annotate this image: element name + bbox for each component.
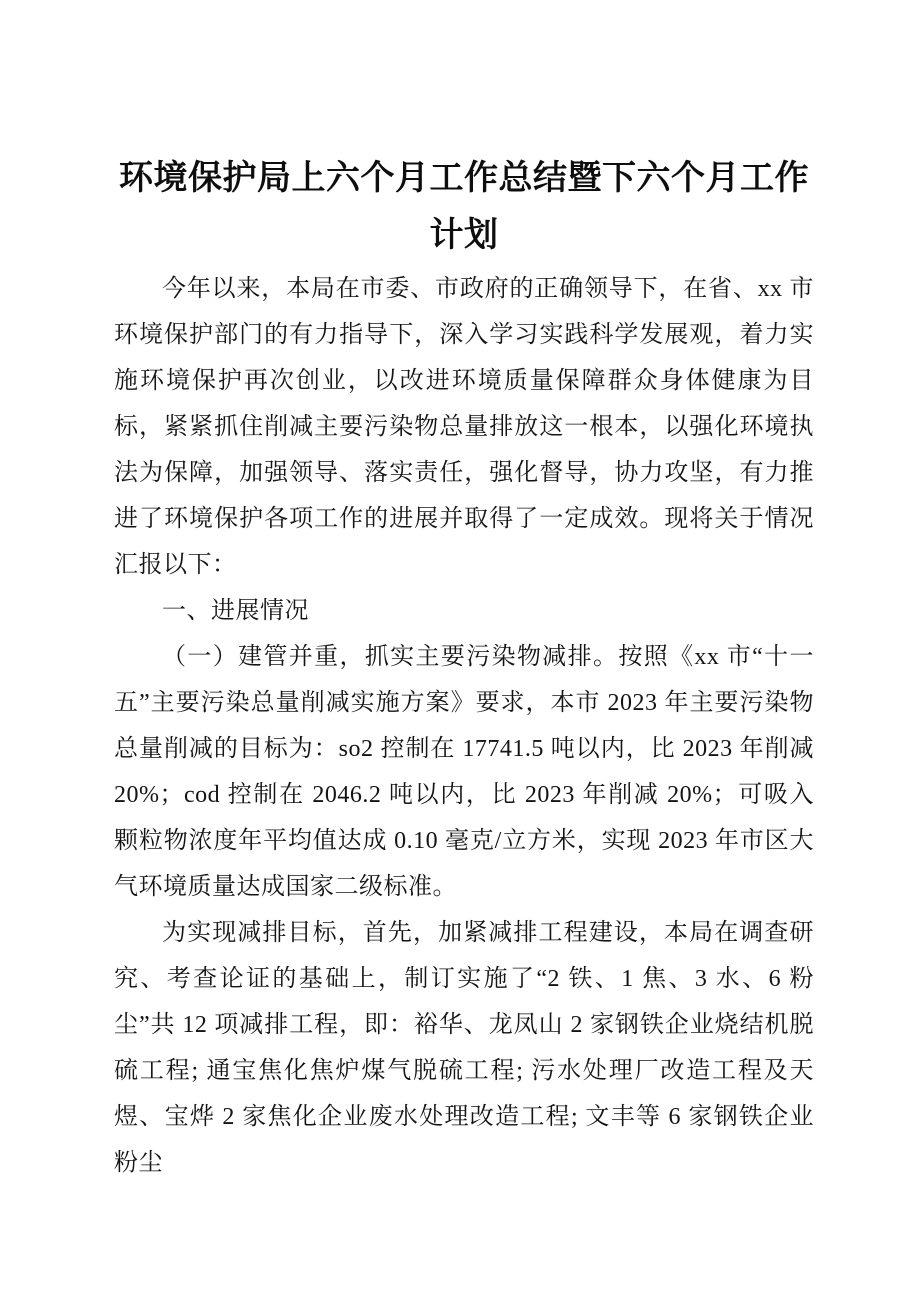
paragraph-emission-targets: （一）建管并重，抓实主要污染物减排。按照《xx 市“十一五”主要污染总量削减实施方案》要求，本市 2023 年主要污染物总量削减的目标为：so2 控制在 17741.5 吨以内，比 2023 年削减 20%；cod 控制在 2046.2 吨以内，比 2023 年削减 20%；可吸入颗粒物浓度年平均值达成 0.10 毫克/立方米，实现 2023 年市区大气环境质量达成国家二级标准。 xyxy=(114,644,814,900)
document-body xyxy=(114,266,814,1186)
document-title: 环境保护局上六个月工作总结暨下六个月工作计划 xyxy=(119,160,809,254)
paragraph-intro: 今年以来，本局在市委、市政府的正确领导下，在省、xx 市环境保护部门的有力指导下，深入学习实践科学发展观，着力实施环境保护再次创业，以改进环境质量保障群众身体健康为目标，紧紧抓住削减主要污染物总量排放这一根本，以强化环境执法为保障，加强领导、落实责任，强化督导，协力攻坚，有力推进了环境保护各项工作的进展并取得了一定成效。现将关于情况汇报以下： xyxy=(114,276,814,578)
paragraph-reduction-projects: 为实现减排目标，首先，加紧减排工程建设，本局在调查研究、考查论证的基础上，制订实施了“2 铁、1 焦、3 水、6 粉尘”共 12 项减排工程，即：裕华、龙凤山 2 家钢铁企业烧结机脱硫工程; 通宝焦化焦炉煤气脱硫工程; 污水处理厂改造工程及天煜、宝烨 2 家焦化企业废水处理改造工程; 文丰等 6 家钢铁企业粉尘 xyxy=(114,920,814,1176)
section-heading-progress: 一、进展情况 xyxy=(162,598,309,624)
